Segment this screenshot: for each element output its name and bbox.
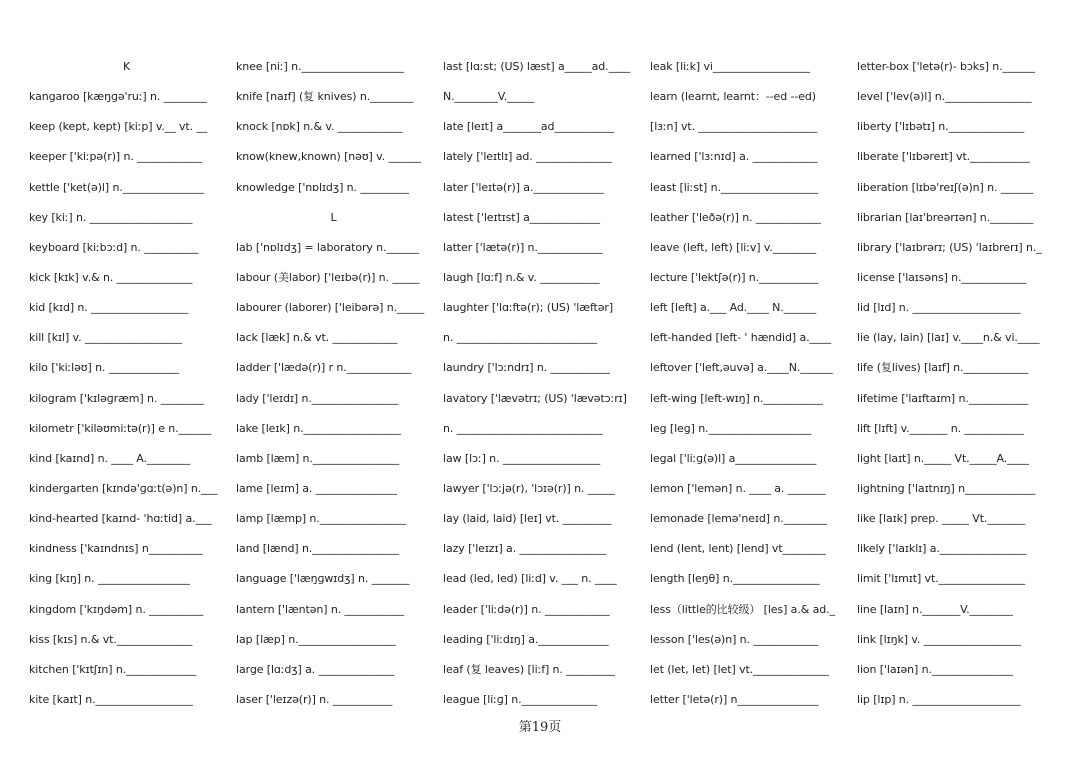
vocab-entry bbox=[29, 233, 224, 263]
vocab-entry bbox=[443, 323, 638, 353]
vocab-entry-text: left [left] a.___ Ad.____ N.______ bbox=[650, 301, 817, 315]
vocab-entry-text: leftover ['left,əuvə] a.____N.______ bbox=[650, 361, 833, 375]
vocab-entry bbox=[29, 685, 224, 715]
vocab-entry bbox=[857, 685, 1052, 715]
vocab-entry bbox=[857, 263, 1052, 293]
vocab-entry-text: kite [kaɪt] n.__________________ bbox=[29, 693, 193, 707]
vocab-entry-text: knock [nɒk] n.& v. ____________ bbox=[236, 120, 403, 134]
vocab-entry-text: laugh [lɑːf] n.& v. ___________ bbox=[443, 271, 600, 285]
vocab-entry bbox=[443, 444, 638, 474]
vocab-entry-text: lady ['leɪdɪ] n.________________ bbox=[236, 391, 399, 405]
page-number: 第19页 bbox=[518, 720, 562, 735]
section-letter: K bbox=[122, 60, 131, 74]
vocab-entry bbox=[29, 595, 224, 625]
vocab-entry-text: keyboard [kiːbɔːd] n. __________ bbox=[29, 240, 199, 254]
vocab-entry bbox=[236, 534, 431, 564]
vocab-entry bbox=[857, 82, 1052, 112]
section-letter: L bbox=[330, 210, 337, 224]
vocab-entry bbox=[236, 323, 431, 353]
vocab-entry-text: lay (laid, laid) [leɪ] vt. _________ bbox=[443, 512, 612, 526]
vocab-entry bbox=[857, 595, 1052, 625]
vocab-entry-text: lesson ['les(ə)n] n. ____________ bbox=[650, 632, 819, 646]
vocab-entry-text: lifetime ['laɪftaɪm] n.___________ bbox=[857, 391, 1029, 405]
vocab-entry-text: learn (learnt, learnt：--ed --ed) bbox=[650, 90, 816, 104]
vocab-entry-text: kind-hearted [kaɪnd- 'hɑːtid] a.___ bbox=[29, 512, 212, 526]
vocab-entry-text: lead (led, led) [liːd] v. ___ n. ____ bbox=[443, 572, 617, 586]
vocab-entry bbox=[857, 203, 1052, 233]
vocab-entry-text: lion ['laɪən] n._______________ bbox=[857, 662, 1013, 676]
vocab-entry-text: knife [naɪf] (复 knives) n.________ bbox=[236, 90, 414, 104]
vocab-entry bbox=[236, 685, 431, 715]
vocab-entry-text: kindness ['kaɪndnɪs] n__________ bbox=[29, 542, 203, 556]
vocab-entry bbox=[443, 384, 638, 414]
vocab-entry bbox=[29, 384, 224, 414]
vocab-entry bbox=[236, 564, 431, 594]
vocab-entry-text: leak [liːk] vi__________________ bbox=[650, 60, 811, 74]
vocab-entry bbox=[29, 564, 224, 594]
column-2 bbox=[236, 52, 431, 715]
vocab-entry-text: latest ['leɪtɪst] a_____________ bbox=[443, 210, 600, 224]
vocab-entry-text: large [lɑːdʒ] a. ______________ bbox=[236, 662, 395, 676]
vocab-entry-text: keep (kept, kept) [kiːp] v.__ vt. __ bbox=[29, 120, 208, 134]
vocab-entry bbox=[443, 233, 638, 263]
vocab-entry-text: lip [lɪp] n. ____________________ bbox=[857, 693, 1021, 707]
vocab-entry-text: life (复lives) [laɪf] n.____________ bbox=[857, 361, 1029, 375]
vocab-entry bbox=[650, 414, 845, 444]
vocab-entry-text: link [lɪŋk] v. __________________ bbox=[857, 632, 1021, 646]
vocab-entry-text: lightning ['laɪtnɪŋ] n_____________ bbox=[857, 482, 1036, 496]
vocab-entry bbox=[29, 293, 224, 323]
vocab-entry-text: kill [kɪl] v. __________________ bbox=[29, 331, 183, 345]
vocab-entry-text: lab ['nɒlɪdʒ] = laboratory n.______ bbox=[236, 240, 419, 254]
vocab-entry bbox=[236, 263, 431, 293]
vocab-entry-text: keeper ['kiːpə(r)] n. ____________ bbox=[29, 150, 202, 164]
vocab-entry bbox=[29, 534, 224, 564]
vocab-entry bbox=[857, 414, 1052, 444]
vocab-entry bbox=[650, 52, 845, 82]
vocab-entry-text: light [laɪt] n._____ Vt._____A.____ bbox=[857, 451, 1029, 465]
vocab-entry-text: lame [leɪm] a. _______________ bbox=[236, 482, 397, 496]
vocab-entry-text: lap [læp] n.__________________ bbox=[236, 632, 396, 646]
vocab-entry-text: lemon ['lemən] n. ____ a. _______ bbox=[650, 482, 826, 496]
vocab-entry bbox=[29, 203, 224, 233]
vocab-entry bbox=[443, 173, 638, 203]
vocab-entry bbox=[29, 655, 224, 685]
vocab-entry-text: lamb [læm] n.________________ bbox=[236, 451, 400, 465]
vocab-entry-text: leather ['leðə(r)] n. ____________ bbox=[650, 210, 821, 224]
vocab-entry-text: legal ['liːɡ(ə)l] a_______________ bbox=[650, 451, 817, 465]
vocab-entry bbox=[236, 112, 431, 142]
vocab-entry-text: librarian [laɪ'breərɪən] n.________ bbox=[857, 210, 1034, 224]
column-5 bbox=[857, 52, 1052, 715]
vocab-entry-text: lend (lent, lent) [lend] vt________ bbox=[650, 542, 826, 556]
vocab-entry bbox=[236, 173, 431, 203]
vocab-entry bbox=[29, 82, 224, 112]
vocab-entry-text: lawyer ['lɔːjə(r), 'lɔɪə(r)] n. _____ bbox=[443, 482, 615, 496]
vocab-entry bbox=[443, 82, 638, 112]
vocab-entry bbox=[857, 625, 1052, 655]
vocab-entry-text: n. __________________________ bbox=[443, 331, 598, 345]
vocab-entry-text: least [liːst] n.__________________ bbox=[650, 180, 819, 194]
vocab-entry bbox=[857, 112, 1052, 142]
vocab-entry bbox=[236, 233, 431, 263]
vocab-entry bbox=[236, 353, 431, 383]
vocab-entry bbox=[443, 564, 638, 594]
vocab-entry bbox=[443, 625, 638, 655]
vocab-entry bbox=[443, 203, 638, 233]
section-letter-heading bbox=[236, 203, 431, 233]
vocab-entry-text: kind [kaɪnd] n. ____ A.________ bbox=[29, 451, 191, 465]
vocab-entry bbox=[650, 353, 845, 383]
vocab-entry bbox=[857, 353, 1052, 383]
vocab-entry-text: level ['lev(ə)l] n.________________ bbox=[857, 90, 1032, 104]
vocab-entry-text: kettle ['ket(ə)l] n._______________ bbox=[29, 180, 204, 194]
section-letter-heading bbox=[29, 52, 224, 82]
vocab-entry-text: last [lɑːst; (US) læst] a_____ad.____ bbox=[443, 60, 631, 74]
vocab-entry-text: line [laɪn] n._______V.________ bbox=[857, 602, 1013, 616]
vocab-entry bbox=[236, 474, 431, 504]
vocab-entry-text: kitchen ['kɪtʃɪn] n._____________ bbox=[29, 662, 197, 676]
vocab-entry bbox=[857, 384, 1052, 414]
vocab-entry bbox=[236, 595, 431, 625]
vocab-entry bbox=[650, 655, 845, 685]
vocab-entry-text: liberate ['lɪbəreɪt] vt.___________ bbox=[857, 150, 1030, 164]
vocab-entry-text: laughter ['lɑːftə(r); (US) 'læftər] bbox=[443, 301, 614, 315]
vocab-entry-text: library ['laɪbrərɪ; (US) 'laɪbrerɪ] n._ bbox=[857, 240, 1042, 254]
vocab-entry bbox=[29, 112, 224, 142]
vocab-entry bbox=[650, 384, 845, 414]
vocab-entry-text: liberation [lɪbə'reɪʃ(ə)n] n. ______ bbox=[857, 180, 1034, 194]
vocab-entry bbox=[236, 384, 431, 414]
vocab-entry bbox=[236, 655, 431, 685]
vocab-entry-text: lamp [læmp] n.________________ bbox=[236, 512, 407, 526]
vocab-entry bbox=[650, 534, 845, 564]
vocab-entry-text: limit ['lɪmɪt] vt.________________ bbox=[857, 572, 1025, 586]
vocab-entry-text: kilo ['kiːləʊ] n. _____________ bbox=[29, 361, 179, 375]
vocab-entry-text: license ['laɪsəns] n.____________ bbox=[857, 271, 1027, 285]
vocab-entry bbox=[236, 414, 431, 444]
vocab-entry bbox=[236, 293, 431, 323]
vocab-entry bbox=[650, 564, 845, 594]
vocab-entry bbox=[857, 564, 1052, 594]
vocab-entry-text: kindergarten [kɪndə'ɡɑːt(ə)n] n.___ bbox=[29, 482, 218, 496]
vocab-entry-text: kid [kɪd] n. __________________ bbox=[29, 301, 189, 315]
vocab-entry-text: liberty ['lɪbətɪ] n.______________ bbox=[857, 120, 1025, 134]
column-4 bbox=[650, 52, 845, 715]
vocab-entry-text: latter ['lætə(r)] n.____________ bbox=[443, 240, 603, 254]
vocab-entry-text: letter ['letə(r)] n_______________ bbox=[650, 693, 819, 707]
vocab-entry-text: key [kiː] n. ___________________ bbox=[29, 210, 193, 224]
vocab-entry-text: left-wing [left-wɪŋ] n.___________ bbox=[650, 391, 823, 405]
vocab-entry-text: leave (left, left) [liːv] v.________ bbox=[650, 240, 817, 254]
vocab-entry bbox=[29, 504, 224, 534]
vocab-entry-text: lake [leɪk] n.__________________ bbox=[236, 421, 401, 435]
vocab-entry bbox=[236, 625, 431, 655]
vocab-entry bbox=[857, 233, 1052, 263]
vocab-entry-text: leg [leg] n.___________________ bbox=[650, 421, 812, 435]
vocab-entry-text: kilogram ['kɪləɡræm] n. ________ bbox=[29, 391, 204, 405]
vocab-entry-text: length [leŋθ] n.________________ bbox=[650, 572, 820, 586]
vocab-entry-text: like [laɪk] prep. _____ Vt._______ bbox=[857, 512, 1026, 526]
vocab-entry bbox=[29, 263, 224, 293]
vocab-entry-text: labourer (laborer) ['leibərə] n._____ bbox=[236, 301, 425, 315]
vocab-entry bbox=[857, 655, 1052, 685]
vocab-entry bbox=[443, 414, 638, 444]
vocab-entry bbox=[443, 534, 638, 564]
vocab-entry-text: kilometr ['kiləʊmiːtə(r)] e n.______ bbox=[29, 421, 211, 435]
vocab-entry-text: leading ['liːdɪŋ] a._____________ bbox=[443, 632, 609, 646]
vocab-entry-text: law [lɔː] n. __________________ bbox=[443, 451, 601, 465]
vocab-entry bbox=[443, 474, 638, 504]
vocab-entry bbox=[650, 625, 845, 655]
vocab-entry bbox=[29, 414, 224, 444]
vocab-entry bbox=[857, 474, 1052, 504]
vocab-entry-text: less（little的比较级） [les] a.& ad._ bbox=[650, 602, 835, 616]
vocab-entry-text: left-handed [left- ' hændid] a.____ bbox=[650, 331, 832, 345]
vocab-entry-text: lately ['leɪtlɪ] ad. ______________ bbox=[443, 150, 612, 164]
vocab-entry bbox=[650, 474, 845, 504]
vocab-entry bbox=[236, 444, 431, 474]
vocab-entry bbox=[857, 504, 1052, 534]
vocab-entry-text: lemonade [lemə'neɪd] n.________ bbox=[650, 512, 827, 526]
vocab-entry bbox=[443, 655, 638, 685]
vocab-entry bbox=[857, 323, 1052, 353]
vocab-entry bbox=[236, 82, 431, 112]
vocab-entry-text: know(knew,known) [nəʊ] v. ______ bbox=[236, 150, 421, 164]
vocab-entry bbox=[29, 444, 224, 474]
vocab-entry-text: kick [kɪk] v.& n. ______________ bbox=[29, 271, 193, 285]
vocab-entry-text: laser ['leɪzə(r)] n. ___________ bbox=[236, 693, 393, 707]
vocab-entry-text: later ['leɪtə(r)] a._____________ bbox=[443, 180, 604, 194]
vocab-entry-text: late [leɪt] a_______ad___________ bbox=[443, 120, 614, 134]
vocab-entry bbox=[650, 504, 845, 534]
vocab-entry-text: league [liːɡ] n.______________ bbox=[443, 693, 598, 707]
vocab-entry bbox=[650, 293, 845, 323]
vocab-entry bbox=[29, 323, 224, 353]
vocab-entry-text: kingdom ['kɪŋdəm] n. __________ bbox=[29, 602, 204, 616]
vocab-entry bbox=[443, 353, 638, 383]
vocab-entry-text: learned ['lɜːnɪd] a. ____________ bbox=[650, 150, 818, 164]
vocab-entry-text: lantern ['læntən] n. ___________ bbox=[236, 602, 404, 616]
vocab-entry bbox=[650, 112, 845, 142]
vocab-entry bbox=[857, 173, 1052, 203]
vocab-entry bbox=[443, 504, 638, 534]
vocab-entry-text: let (let, let) [let] vt.______________ bbox=[650, 662, 829, 676]
vocab-entry bbox=[236, 504, 431, 534]
vocab-entry-text: n. ___________________________ bbox=[443, 421, 603, 435]
vocab-entry bbox=[650, 203, 845, 233]
vocab-entry bbox=[650, 444, 845, 474]
vocab-entry-text: king [kɪŋ] n. _________________ bbox=[29, 572, 190, 586]
vocab-entry bbox=[857, 534, 1052, 564]
vocab-entry bbox=[443, 142, 638, 172]
vocab-entry-text: lavatory ['lævətrɪ; (US) 'lævətɔːrɪ] bbox=[443, 391, 627, 405]
vocab-entry bbox=[443, 52, 638, 82]
vocab-entry bbox=[443, 293, 638, 323]
vocab-entry bbox=[857, 142, 1052, 172]
vocab-entry bbox=[650, 685, 845, 715]
vocab-entry bbox=[236, 52, 431, 82]
vocab-entry bbox=[29, 353, 224, 383]
vocab-entry-text: [lɜːn] vt. ______________________ bbox=[650, 120, 818, 134]
vocab-entry-text: land [lænd] n.________________ bbox=[236, 542, 399, 556]
vocab-entry-text: language ['læŋɡwɪdʒ] n. _______ bbox=[236, 572, 410, 586]
vocab-entry bbox=[857, 444, 1052, 474]
vocab-entry bbox=[29, 142, 224, 172]
vocab-entry bbox=[443, 685, 638, 715]
vocab-entry bbox=[443, 112, 638, 142]
vocab-entry bbox=[650, 263, 845, 293]
vocab-entry bbox=[650, 323, 845, 353]
vocab-entry-text: lid [lɪd] n. ____________________ bbox=[857, 301, 1021, 315]
vocab-entry-text: laundry ['lɔːndrɪ] n. ___________ bbox=[443, 361, 610, 375]
vocab-entry-text: lazy ['leɪzɪ] a. ________________ bbox=[443, 542, 606, 556]
vocab-entry bbox=[650, 233, 845, 263]
vocab-entry bbox=[857, 293, 1052, 323]
vocab-entry-text: likely ['laɪklɪ] a.________________ bbox=[857, 542, 1027, 556]
vocab-entry-text: leader ['liːdə(r)] n. ____________ bbox=[443, 602, 610, 616]
vocab-entry bbox=[29, 173, 224, 203]
vocab-entry-text: letter-box ['letə(r)- bɔks] n.______ bbox=[857, 60, 1035, 74]
vocab-entry bbox=[857, 52, 1052, 82]
vocab-entry-text: ladder ['lædə(r)] r n.____________ bbox=[236, 361, 412, 375]
vocab-entry-text: kangaroo [kæŋɡə'ruː] n. ________ bbox=[29, 90, 207, 104]
vocab-entry-text: knee [niː] n.___________________ bbox=[236, 60, 404, 74]
vocab-entry-text: knowledge ['nɒlɪdʒ] n. _________ bbox=[236, 180, 409, 194]
vocab-entry bbox=[650, 82, 845, 112]
vocab-entry-text: lack [læk] n.& vt. ____________ bbox=[236, 331, 398, 345]
vocab-entry-text: N.________V._____ bbox=[443, 90, 535, 104]
vocab-entry bbox=[650, 173, 845, 203]
vocab-entry bbox=[443, 595, 638, 625]
vocab-entry bbox=[29, 625, 224, 655]
vocab-entry-text: lecture ['lektʃə(r)] n.___________ bbox=[650, 271, 819, 285]
vocab-entry bbox=[443, 263, 638, 293]
vocab-entry-text: lie (lay, lain) [laɪ] v.____n.& vi.____ bbox=[857, 331, 1040, 345]
vocab-entry bbox=[236, 142, 431, 172]
vocab-entry-text: kiss [kɪs] n.& vt.______________ bbox=[29, 632, 193, 646]
column-3 bbox=[443, 52, 638, 715]
vocab-entry bbox=[29, 474, 224, 504]
vocab-entry bbox=[650, 595, 845, 625]
vocab-entry bbox=[650, 142, 845, 172]
vocab-entry-text: lift [lɪft] v._______ n. ___________ bbox=[857, 421, 1024, 435]
vocab-entry-text: labour (美labor) ['leɪbə(r)] n. _____ bbox=[236, 271, 420, 285]
vocab-entry-text: leaf (复 leaves) [liːf] n. _________ bbox=[443, 662, 615, 676]
column-1 bbox=[29, 52, 224, 715]
